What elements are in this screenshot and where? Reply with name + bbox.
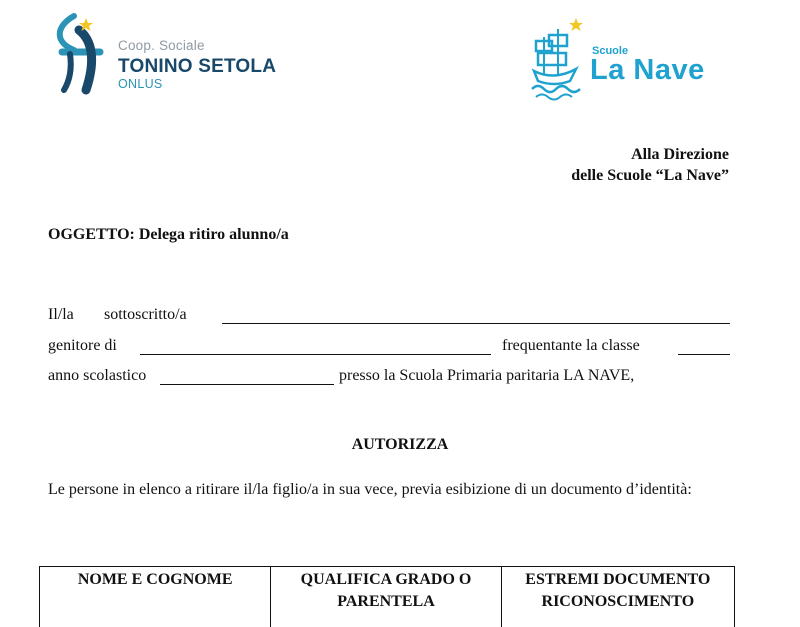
authorization-paragraph: Le persone in elenco a ritirare il/la figlio/a in sua vece, previa esibizione di un documento d’identità: bbox=[48, 481, 692, 498]
table-header-name: NOME E COGNOME bbox=[40, 567, 271, 627]
label-sottoscritto: sottoscritto/a bbox=[104, 306, 187, 323]
recipient-address bbox=[571, 144, 729, 186]
label-presso-scuola: presso la Scuola Primaria paritaria LA NAVE, bbox=[339, 367, 635, 384]
table-header-relationship: QUALIFICA GRADO O PARENTELA bbox=[271, 567, 501, 627]
label-il-la: Il/la bbox=[48, 306, 74, 323]
child-name-field[interactable] bbox=[140, 354, 491, 355]
logo-coop-label: Coop. Sociale bbox=[118, 38, 205, 53]
recipient-line-2: delle Scuole “La Nave” bbox=[571, 167, 729, 184]
subject-line: OGGETTO: Delega ritiro alunno/a bbox=[48, 226, 289, 243]
logo-school-name: La Nave bbox=[590, 54, 705, 86]
delegates-table bbox=[39, 566, 735, 627]
label-frequentante: frequentante la classe bbox=[502, 337, 640, 354]
label-genitore-di: genitore di bbox=[48, 337, 117, 354]
coop-tonino-setola-logo bbox=[52, 10, 292, 100]
tonino-setola-emblem-icon bbox=[52, 10, 112, 100]
logo-scuole-label: Scuole bbox=[592, 45, 629, 57]
school-year-field[interactable] bbox=[160, 384, 334, 385]
signer-name-field[interactable] bbox=[222, 323, 730, 324]
class-field[interactable] bbox=[678, 354, 730, 355]
authorize-heading: AUTORIZZA bbox=[351, 436, 449, 453]
label-anno-scolastico: anno scolastico bbox=[48, 367, 147, 384]
recipient-line-1: Alla Direzione bbox=[631, 146, 729, 163]
scuole-la-nave-logo bbox=[530, 15, 730, 105]
logo-onlus-label: ONLUS bbox=[118, 76, 163, 91]
table-header-document: ESTREMI DOCUMENTO RICONOSCIMENTO bbox=[525, 571, 711, 610]
ship-icon bbox=[530, 15, 590, 105]
logo-org-name: TONINO SETOLA bbox=[118, 55, 277, 77]
